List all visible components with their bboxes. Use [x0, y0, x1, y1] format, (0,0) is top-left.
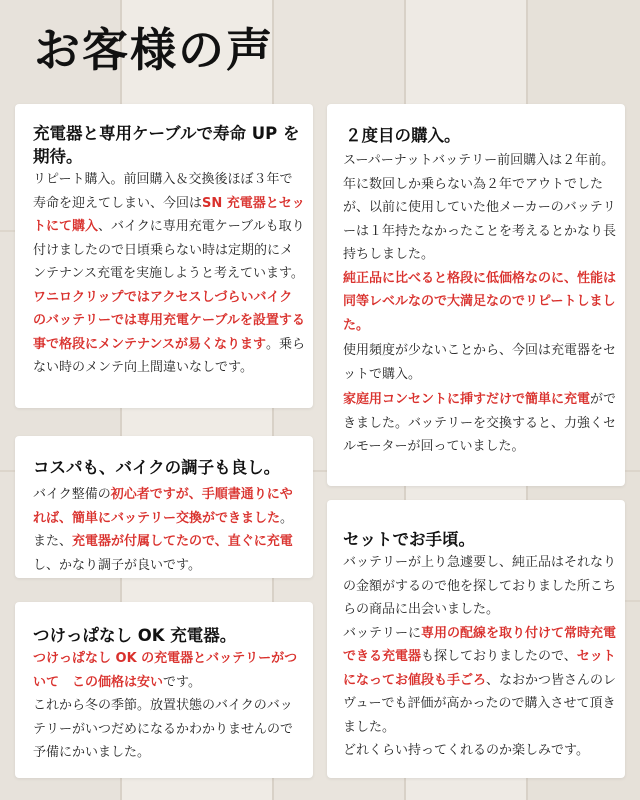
review-text: バイク整備の	[33, 487, 111, 502]
review-text: 、バイクに専用充電ケーブルも取り付けましたので日頃乗らない時は定期的にメンテナンス充電を実施しようと考えています。	[33, 219, 305, 281]
review-body	[343, 551, 617, 622]
review-highlight: 初心者ですが、手順書通りにやれば、簡単にバッテリー交換ができました	[33, 487, 293, 526]
review-heading: コスパも、バイクの調子も良し。	[33, 458, 281, 477]
review-text: ができました。バッテリーを交換すると、力強くセルモーターが回っていました。	[343, 392, 617, 454]
review-body	[343, 622, 617, 740]
review-body	[343, 739, 617, 763]
review-highlight: ワニロクリップではアクセスしづらいバイクのバッテリーでは専用充電ケーブルを設置する事で格段にメンテナンスが易くなります	[33, 289, 305, 352]
review-card	[15, 104, 313, 408]
review-text: も探しておりましたので、	[421, 649, 577, 664]
page-title: お客様の声	[34, 23, 274, 77]
review-text: し、かなり調子が良いです。	[33, 557, 201, 573]
review-text: リピート購入。前回購入＆交換後ほぼ３年で寿命を迎えてしまい、今回は	[33, 172, 293, 211]
review-heading: ２度目の購入。	[345, 126, 461, 145]
review-body	[343, 388, 617, 459]
review-body	[343, 149, 617, 267]
review-highlight: 専用の配線を取り付けて常時充電できる充電器	[343, 625, 617, 664]
review-text: です。	[163, 674, 201, 690]
review-text: スーパーナットバッテリー前回購入は２年前。年に数回しか乗らない為２年でアウトでしたが、以前に使用していた他メーカーのバッテリーは１年持たなかったことを考えるとかなり長持ちしました。	[343, 153, 617, 262]
review-text: どれくらい持ってくれるのか楽しみです。	[343, 743, 589, 758]
review-text: これから冬の季節。放置状態のバイクのバッテリーがいつだめになるかわかりませんので 予備にかいました。	[33, 698, 294, 760]
review-card	[15, 436, 313, 578]
review-body	[33, 168, 305, 380]
review-text: バッテリーに	[343, 625, 422, 641]
review-text: 、なおかつ皆さんのレヴューでも評価が高かったので購入させて頂きました。	[343, 672, 617, 735]
review-body	[33, 483, 305, 577]
review-highlight: 家庭用コンセントに挿すだけで簡単に充電	[343, 392, 591, 407]
review-heading: つけっぱなし OK 充電器。	[33, 626, 237, 645]
review-text: 使用頻度が少ないことから、今回は充電器をセットで購入。	[343, 343, 617, 382]
review-body	[343, 339, 617, 386]
review-text: 。乗らない時のメンテ向上間違いなしです。	[33, 336, 305, 375]
review-heading: 充電器と専用ケーブルで寿命 UP を期待。	[33, 124, 300, 166]
review-highlight: セットになってお値段も手ごろ	[343, 649, 616, 688]
review-heading: セットでお手頃。	[343, 530, 475, 549]
review-highlight: つけっぱなし OK の充電器とバッテリーがついて この価格は安い	[33, 651, 298, 690]
review-card	[327, 500, 625, 778]
review-body	[33, 647, 305, 694]
review-body	[33, 694, 305, 765]
review-body	[343, 267, 617, 338]
review-card	[15, 602, 313, 778]
review-highlight: 充電器が付属してたので、直ぐに充電	[72, 534, 293, 549]
review-text: バッテリーが上り急遽要し、純正品はそれなりの金額がするので他を探しておりました所こちらの商品に出会いました。	[343, 555, 617, 617]
review-text: 。また、	[33, 510, 294, 549]
review-highlight: SN 充電器とセットにて購入	[33, 195, 305, 234]
review-card	[327, 104, 625, 486]
review-highlight: 純正品に比べると格段に低価格なのに、性能は同等レベルなので大満足なのでリピートしました。	[343, 270, 617, 333]
